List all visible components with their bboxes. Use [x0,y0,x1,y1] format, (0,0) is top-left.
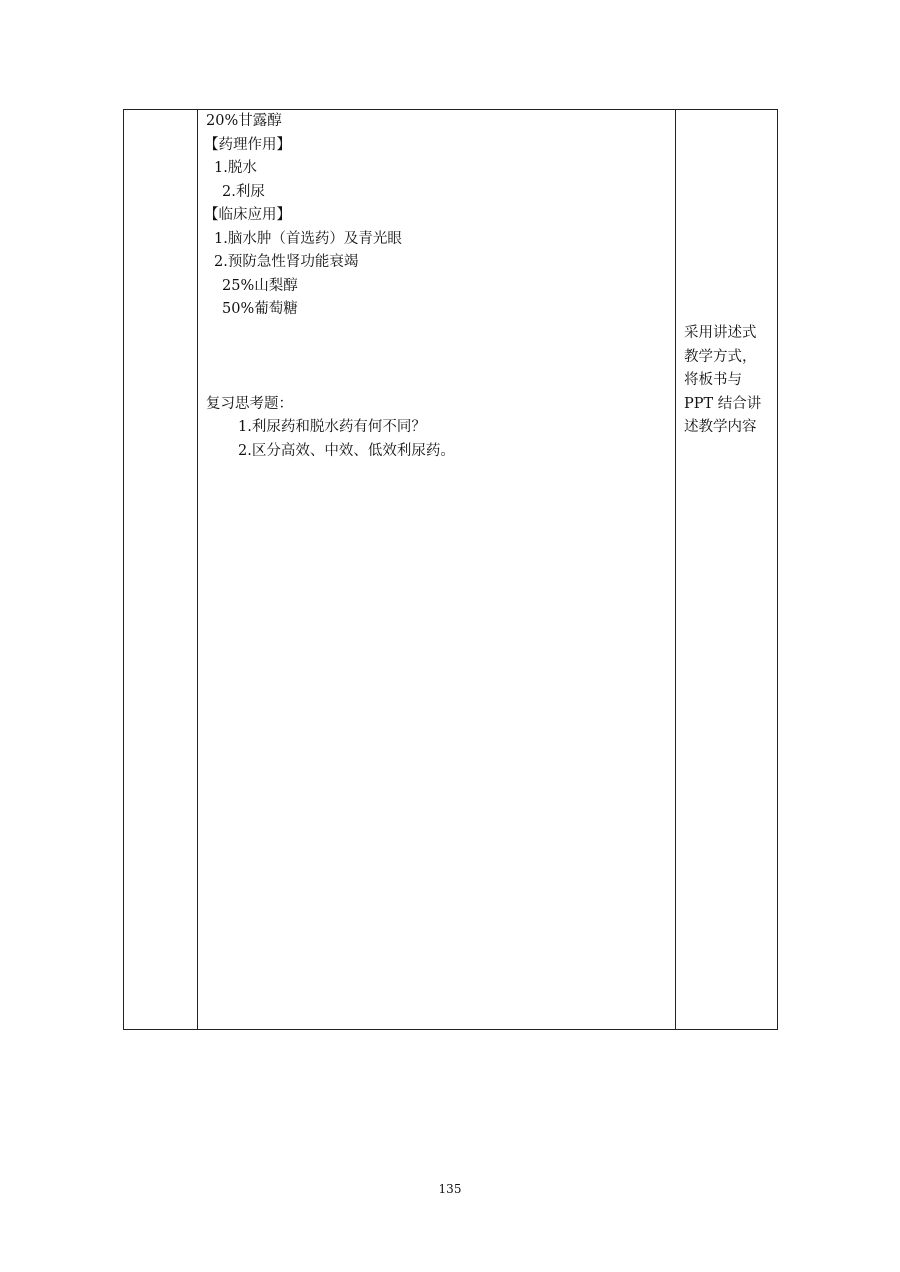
review-question-1: 1.利尿药和脱水药有何不同？ [238,419,426,435]
column-divider-right [675,110,676,1029]
drug-mannitol: 20%甘露醇 [206,113,282,129]
pharmacology-item-2: 2.利尿 [222,184,265,200]
drug-glucose: 50%葡萄糖 [222,301,298,317]
side-note-line-5: 述教学内容 [684,419,757,435]
clinical-heading: 【临床应用】 [204,207,291,223]
clinical-item-2: 2.预防急性肾功能衰竭 [214,254,359,270]
clinical-item-1: 1.脑水肿（首选药）及青光眼 [214,231,402,247]
drug-sorbitol: 25%山梨醇 [222,278,298,294]
column-divider-left [197,110,198,1029]
review-question-2: 2.区分高效、中效、低效利尿药。 [238,443,455,459]
side-note-line-3: 将板书与 [684,372,742,388]
review-heading: 复习思考题： [206,396,293,412]
teaching-method-note [684,322,772,440]
pharmacology-item-1: 1.脱水 [214,160,257,176]
page-number: 135 [438,1182,462,1196]
side-note-line-4: PPT 结合讲 [684,395,762,412]
pharmacology-heading: 【药理作用】 [204,137,291,153]
side-note-line-1: 采用讲述式 [684,325,757,341]
side-note-line-2: 教学方式， [684,348,757,365]
